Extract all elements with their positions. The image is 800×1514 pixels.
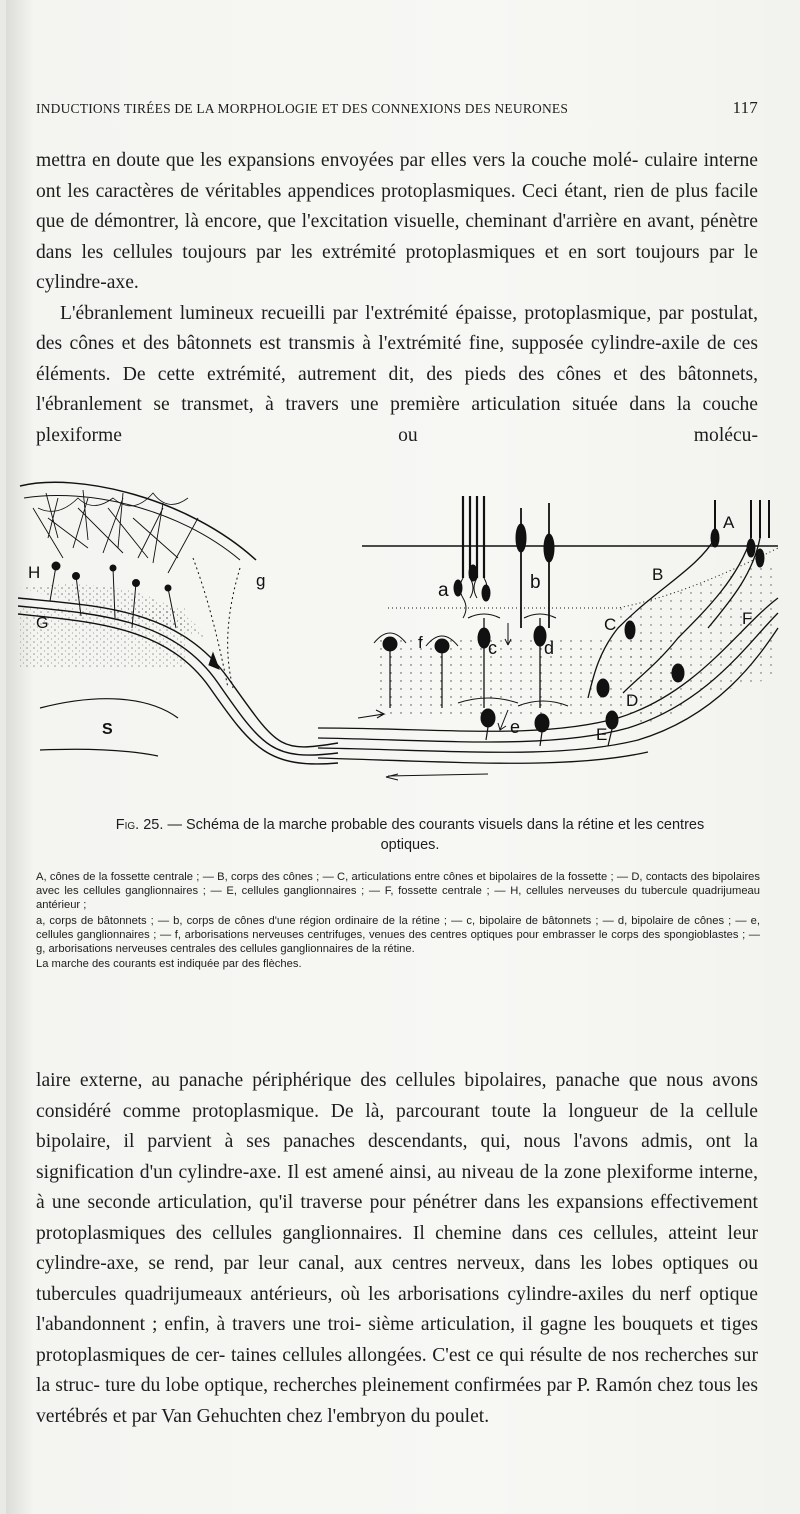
label-d: d — [544, 638, 555, 658]
text-line: taines cellules allongées. C'est ce qui résulte de nos recherches sur la struc- — [36, 1344, 758, 1396]
label-H: H — [28, 563, 41, 582]
text-line: sième articulation, il gagne les bouquets et tiges protoplasmiques de cer- — [36, 1314, 758, 1366]
text-line: ture du lobe optique, recherches pleinement confirmées par P. Ramón chez — [105, 1375, 694, 1396]
running-header — [36, 98, 758, 118]
text-line: par postulat, des cônes et des bâtonnets est transmis à l'extrémité fine, — [36, 302, 758, 354]
text-line: culaire interne ont les caractères de véritables appendices protoplasmiques. — [36, 150, 758, 202]
text-line: L'ébranlement lumineux recueilli par l'extrémité épaisse, protoplasmique, — [60, 302, 652, 324]
legend-paragraph: A, cônes de la fossette centrale ; — B, corps des cônes ; — C, articulations entre cônes et bipolaires de la fossette ; — D, contacts des bipolaires avec les cellules ganglionnaires ; — E, cellules ganglionnaires ; — F, fossette centrale ; — H, cellules nerveuses du tubercule quadrijumeau antérieur ; — [36, 871, 760, 912]
label-F: F — [742, 609, 753, 628]
text-line: nous avons considéré comme protoplasmique. De là, parcourant toute la — [36, 1070, 758, 1122]
text-line: supposée cylindre-axile de ces éléments. De cette extrémité, autrement dit, — [36, 333, 758, 385]
text-line: laire externe, au panache périphérique des cellules bipolaires, panache que — [36, 1070, 658, 1091]
label-S: S — [102, 721, 113, 738]
running-title: INDUCTIONS TIRÉES DE LA MORPHOLOGIE ET DES CONNEXIONS DES NEURONES — [36, 101, 569, 116]
text-line: traverse pour pénétrer dans les expansions effectivement protoplasmiques — [36, 1192, 758, 1244]
figure-legend — [36, 870, 760, 971]
label-E: E — [596, 725, 608, 744]
text-line: optiques ou tubercules quadrijumeaux antérieurs, où les arborisations — [36, 1253, 758, 1305]
label-g: g — [256, 571, 266, 590]
label-D: D — [626, 691, 639, 710]
legend-paragraph: a, corps de bâtonnets ; — b, corps de cônes d'une région ordinaire de la rétine ; — c, bipolaire de bâtonnets ; — d, bipolaire de cônes ; — e, cellules ganglionnaires ; — f, arborisations nerveuses centrifuges, venues des centres optiques pour embrasser le corps des spongioblastes ; — g, arborisations nerveuses centrales des cellules ganglionnaires de la rétine. — [36, 914, 760, 956]
text-line: longueur de la cellule bipolaire, il parvient à ses panaches descendants, qui, — [36, 1100, 759, 1152]
text-line: visuelle, cheminant d'arrière en avant, pénètre dans les cellules toujours par — [36, 211, 758, 263]
figure-caption — [90, 815, 730, 855]
text-line: Ceci étant, rien de plus facile que de démontrer, là encore, que l'excitation — [36, 180, 758, 232]
optic-lobe — [18, 482, 338, 764]
label-b: b — [530, 572, 541, 593]
legend-paragraph: La marche des courants est indiquée par des flèches. — [36, 958, 302, 971]
text-line: cylindre-axe, se rend, par leur canal, aux centres nerveux, dans les lobes — [36, 1253, 653, 1274]
text-line: des pieds des cônes et des bâtonnets, l'ébranlement se transmet, à travers — [36, 363, 758, 415]
label-A: A — [723, 513, 735, 532]
text-line: une première articulation située dans la couche plexiforme ou molécu- — [36, 394, 759, 446]
retina-diagram — [18, 478, 780, 793]
retina-diagram-svg — [18, 478, 780, 793]
text-line: nous l'avons admis, ont la signification d'un cylindre-axe. Il est amené ainsi, — [36, 1131, 758, 1183]
text-line: cylindre-axiles du nerf optique l'abandonnent ; enfin, à travers une troi- — [36, 1283, 758, 1335]
page-number: 117 — [732, 98, 758, 117]
label-e: e — [510, 717, 521, 737]
text-line: des cellules ganglionnaires. Il chemine dans ces cellules, atteint leur — [175, 1222, 758, 1244]
text-line: les extrémité protoplasmiques et en sort toujours par le cylindre-axe. — [36, 241, 758, 293]
label-G: G — [36, 615, 49, 632]
label-C: C — [604, 615, 617, 634]
paragraph-top — [36, 146, 758, 451]
label-a: a — [438, 580, 449, 601]
text-line: mettra en doute que les expansions envoyées par elles vers la couche molé- — [36, 150, 639, 171]
text-line: tous les vertébrés et par Van Gehuchten chez l'embryon du poulet. — [36, 1375, 758, 1427]
text-line: au niveau de la zone plexiforme interne, à une seconde articulation, qu'il — [36, 1161, 758, 1213]
label-c: c — [488, 638, 497, 658]
label-f: f — [418, 633, 423, 652]
paragraph-bottom — [36, 1066, 758, 1432]
figure-caption-text: — Schéma de la marche probable des courants visuels dans la rétine et les centres optiques. — [167, 817, 705, 853]
figure-number: Fig. 25. — [115, 817, 164, 833]
retina-schema — [318, 496, 778, 780]
label-B: B — [652, 565, 664, 584]
